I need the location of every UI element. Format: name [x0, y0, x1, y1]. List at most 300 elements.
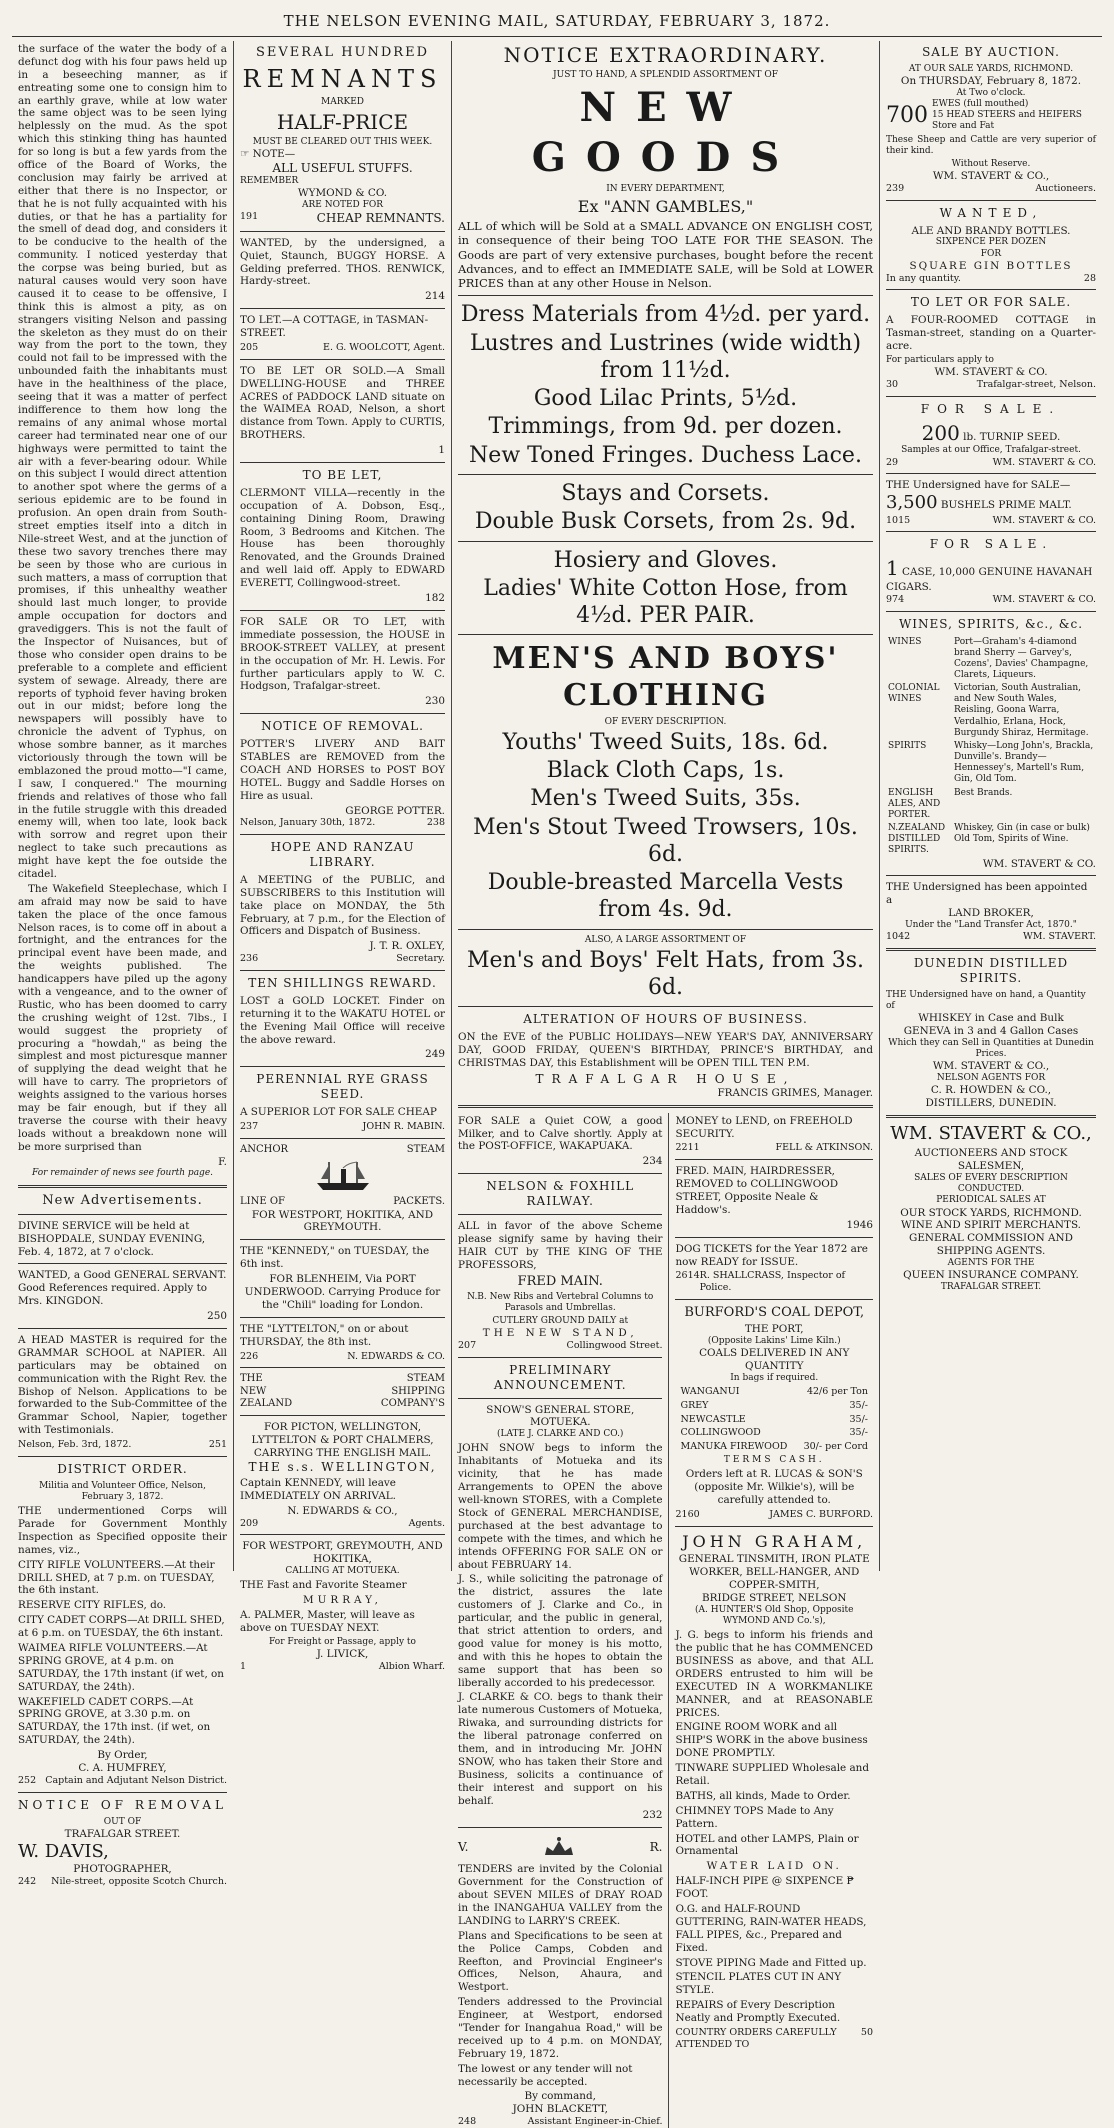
ad-number: 209	[240, 1517, 259, 1529]
kennedy-capt: Captain KENNEDY, will leave IMMEDIATELY ON ARRIVAL.	[240, 1477, 396, 1502]
table-row	[677, 1441, 871, 1453]
wanted-servant-ad: WANTED, a Good GENERAL SERVANT. Good References required. Apply to Mrs. KINGDON.	[18, 1269, 227, 1308]
anchor-word2: STEAM	[406, 1143, 445, 1155]
ad-number: 248	[458, 2116, 477, 2128]
coal-price: 30/- per Cord	[803, 1441, 868, 1453]
item-hosiery: Hosiery and Gloves.	[553, 547, 778, 573]
ad-number: 2614	[675, 1270, 700, 1282]
for-word: FOR	[980, 248, 1002, 259]
district-body: THE undermentioned Corps will Parade for Government Monthly Inspection as Specified opposite their names, viz.,	[18, 1505, 227, 1556]
ad-number: 30	[886, 379, 899, 390]
broker: LAND BROKER,	[948, 907, 1034, 920]
article-text: the surface of the water the body of a defunct dog with his four paws held up in a beseeching manner, as if entreating some one to consign him to an earthly grave, while at low water the same object was to be seen lying helplessly on the mud. As the spot which this stinking thing has haunted for so long is but a few yards from the office of the Board of Works, the conclusion may fairly be arrived at either that there is no Inspector, or that he is not fully acquainted with his duties, or that he has a partiality for the smell of dead dog, and considers it to be conducive to the health of the community. I noticed yesterday that the corpse was being buried, but as natural causes would very soon have caused it to cease to be offensive, I think this is almost a pity, as on strangers visiting Nelson and passing the skeleton as they must do on their way from the port to the town, they could not fail to be impressed with the unbounded faith the inhabitants must have in the healthiness of the place, seeing that it was a matter of perfect indifference to them how long the remains of any animal whose mortal career had terminated near one of our highways were permitted to taint the air with a fever-bearing odour. While on this subject I would direct attention to another spot where the germs of a serious epidemic are to be found in profusion. An open drain from South-street empties itself into a ditch in Nile-street West, and at the junction of these two savory trenches there may be seen by those who are curious in such matters, a mass of corruption that promises, if this unhealthy weather should last much longer, to provide ample occupation for doctors and gravediggers. This is not the fault of the Inspector of Nuisances, but of those who consider open drains to be preferable to a complete and efficient system of sewage. Already, there are reports of typhoid fever having broken out in our midst; before long the newspapers will possibly have to chronicle the advent of Typhus, on whose sombre banner, as it marches victoriously through the town will be emblazoned the proud motto—"I came, I saw, I conquered." The mourning friends and relatives of those who fall in the futile struggle with this dreaded enemy will, when too late, look back with sorrow and regret upon their neglect to take such precautions as might have kept the foe outside the citadel.	[18, 43, 227, 880]
lyttelton-ad: THE "LYTTELTON," on or about THURSDAY, the 8th inst.	[240, 1322, 409, 1348]
district-item: WAIMEA RIFLE VOLUNTEERS.—At SPRING GROVE, at 4 p.m. on SATURDAY, the 17th instant (if wet, on SATURDAY, the 24th).	[18, 1641, 224, 1693]
snow-title: SNOW'S GENERAL STORE, MOTUEKA.	[486, 1403, 635, 1429]
snow-body: JOHN SNOW begs to inform the Inhabitants of Motueka and its vicinity, that he has made Arrangements to OPEN the above well-known STORES, with a Complete Stock of GENERAL MERCHANDISE, purchased at the best advantage to compete with the times, and which he intends OFFERING FOR SALE ON or about FEBRUARY 14.	[458, 1442, 663, 1571]
vr-v: V.	[458, 1839, 469, 1854]
ad-number: 214	[425, 290, 445, 303]
tolet-sig: WM. STAVERT & CO.	[934, 366, 1048, 379]
district-by: By Order,	[97, 1749, 148, 1762]
ad-number: 182	[425, 592, 445, 605]
coal-price-table	[675, 1384, 873, 1455]
dunedin-head: THE Undersigned have on hand, a Quantity of	[886, 989, 1086, 1011]
dunedin-agents: NELSON AGENTS FOR	[936, 1073, 1046, 1084]
ad-number: 237	[240, 1120, 259, 1132]
malt-head: THE Undersigned have for SALE—	[886, 479, 1071, 492]
trafalgar-street: TRAFALGAR STREET.	[940, 1282, 1042, 1293]
table-row	[677, 1427, 871, 1439]
rye-ad: A SUPERIOR LOT FOR SALE CHEAP	[240, 1106, 437, 1119]
lowest-ad: The lowest or any tender will not necessarily be accepted.	[458, 2062, 633, 2088]
malt: BUSHELS PRIME MALT.	[940, 499, 1072, 512]
money-sig: FELL & ATKINSON.	[775, 1142, 873, 1154]
ad-number: 207	[458, 1340, 477, 1352]
ad-number: 226	[240, 1350, 259, 1362]
library-sig: J. T. R. OXLEY,	[369, 940, 445, 953]
cigars: CASE, 10,000 GENUINE HAVANAH CIGARS.	[886, 566, 1093, 593]
remnants-line5: MUST BE CLEARED OUT THIS WEEK.	[252, 136, 433, 147]
alteration-title: ALTERATION OF HOURS OF BUSINESS.	[523, 1012, 808, 1027]
district-item: CITY RIFLE VOLUNTEERS.—At their DRILL SHED, at 7 p.m. on TUESDAY, the 6th instant.	[18, 1558, 215, 1597]
item-busk: Double Busk Corsets, from 2s. 9d.	[474, 509, 857, 535]
table-row	[677, 1414, 871, 1426]
particulars: For particulars apply to	[886, 354, 994, 365]
howden: C. R. HOWDEN & CO.,	[930, 1084, 1052, 1097]
district-item: CITY CADET CORPS—At DRILL SHED, at 6 p.m. on TUESDAY, the 6th instant.	[18, 1614, 225, 1640]
any-quantity: In any quantity.	[886, 272, 961, 284]
item-fringes: New Toned Fringes. Duchess Lace.	[469, 442, 862, 468]
ad-number: 205	[240, 342, 259, 354]
turnip-sig: WM. STAVERT & CO.	[992, 456, 1096, 468]
column-4	[880, 41, 1102, 1571]
nz-word6: COMPANY'S	[380, 1398, 445, 1410]
every-description: OF EVERY DESCRIPTION.	[604, 716, 727, 727]
periodical: PERIODICAL SALES AT	[936, 1195, 1046, 1206]
murray-line1: THE Fast and Favorite Steamer	[240, 1579, 407, 1592]
stencil: STENCIL PLATES CUT IN ANY STYLE.	[675, 1971, 842, 1997]
auction-on: On THURSDAY, February 8, 1872.	[900, 75, 1082, 88]
ad-number: 2211	[675, 1142, 700, 1154]
hotel-lamps: HOTEL and other LAMPS, Plain or Ornamental	[675, 1832, 859, 1858]
mens-clothing: MEN'S AND BOYS' CLOTHING	[492, 641, 839, 714]
grimes-sig: FRANCIS GRIMES, Manager.	[717, 1086, 873, 1099]
broker-act: Under the "Land Transfer Act, 1870."	[905, 920, 1077, 931]
ad-number: 251	[208, 1439, 227, 1451]
distillers: DISTILLERS, DUNEDIN.	[925, 1097, 1057, 1110]
table-row	[886, 740, 1096, 787]
auction-15: 15 HEAD STEERS and HEIFERS Store and Fat	[932, 110, 1082, 132]
stand-addr: Collingwood Street.	[566, 1340, 663, 1352]
col3-right	[669, 1113, 873, 2128]
item-dress: Dress Materials from 4½d. per yard.	[460, 302, 871, 328]
dog-sig: R. SHALLCRASS, Inspector of Police.	[699, 1270, 846, 1294]
goods-body: ALL of which will be Sold at a SMALL ADVANCE ON ENGLISH COST, in consequence of their being TOO LATE FOR THE SEASON. The Goods are part of very extensive purchases, bought before the recent Advances, and to effect an IMMEDIATE SALE, will be Sold at LOWER PRICES than at any other House in Nelson.	[458, 219, 873, 291]
anchor-word4: PACKETS.	[393, 1196, 445, 1208]
district-role: Captain and Adjutant Nelson District.	[45, 1774, 227, 1786]
wine-kind: WINES	[888, 636, 922, 647]
dunedin-body: Which they can Sell in Quantities at Dunedin Prices.	[888, 1037, 1094, 1059]
headmaster-ad: A HEAD MASTER is required for the GRAMMAR SCHOOL at NAPIER. All particulars may be obtained on communication with the Right Rev. the Bishop of Nelson. Applications to be forwarded to the Sub-Committee of the Grammar School, Napier, together with Testimonials.	[18, 1333, 227, 1437]
snow-body2: J. S., while soliciting the patronage of the district, assures the late customers of J. Clarke and Co., in particular, and the public in general, that strict attention to orders, and good value for money is his motto, and with this he hopes to obtain the same support that has been so liberally accorded to his predecessor.	[458, 1573, 663, 1689]
item-caps: Black Cloth Caps, 1s.	[546, 758, 785, 784]
district-office: Militia and Volunteer Office, Nelson, February 3, 1872.	[39, 1480, 206, 1502]
wine-merchants: WINE AND SPIRIT MERCHANTS.	[900, 1219, 1081, 1232]
sixpence: SIXPENCE PER DOZEN	[935, 237, 1047, 248]
dog-tickets-ad: DOG TICKETS for the Year 1872 are now READY for ISSUE.	[675, 1242, 868, 1268]
nb-ribs: N.B. New Ribs and Vertebral Columns to Parasols and Umbrellas.	[467, 1291, 654, 1313]
library-ad: A MEETING of the PUBLIC, and SUBSCRIBERS to this Institution will take place on MONDAY, the 5th February, at 7 p.m., for the Election of Officers and Dispatch of Business.	[240, 873, 445, 938]
ad-number: 2160	[675, 1508, 700, 1520]
steamship-icon	[313, 1159, 373, 1193]
blenheim-ad: FOR BLENHEIM, Via PORT UNDERWOOD. Carrying Produce for the "Chili" loading for London.	[244, 1273, 441, 1311]
item-hats: Men's and Boys' Felt Hats, from 3s. 6d.	[467, 947, 864, 1001]
wine-kind: N.ZEALAND DISTILLED SPIRITS.	[888, 823, 946, 856]
remnants-line3: MARKED	[320, 96, 364, 107]
remnants-line4: HALF-PRICE	[276, 110, 409, 135]
graham-trade: GENERAL TINSMITH, IRON PLATE WORKER, BELL-HANGER, AND COPPER-SMITH,	[678, 1553, 870, 1592]
snow-late: (LATE J. CLARKE AND CO.)	[497, 1429, 624, 1440]
nz-word1: THE	[240, 1373, 263, 1385]
auction-sig: WM. STAVERT & CO.,	[932, 170, 1050, 183]
davis-role: PHOTOGRAPHER,	[73, 1862, 172, 1875]
tolet-title: TO LET OR FOR SALE.	[910, 295, 1072, 310]
wine-desc: Victorian, South Australian, and New South Wales, Reisling, Goona Warra, Verdalhio, Erlana, Hock, Burgundy Shiraz, Hermitage.	[954, 683, 1089, 738]
tolet-ad: A FOUR-ROOMED COTTAGE in Tasman-street, standing on a Quarter-acre.	[886, 314, 1096, 353]
repairs: REPAIRS of Every Description Neatly and Promptly Executed.	[675, 1999, 841, 2025]
remnants-note: NOTE—	[252, 147, 296, 160]
just-to-hand: JUST TO HAND, A SPLENDID ASSORTMENT OF	[553, 69, 778, 80]
coal-name: MANUKA FIREWOOD	[680, 1441, 788, 1453]
rye-sig: JOHN R. MABIN.	[362, 1120, 445, 1132]
item-lilac: Good Lilac Prints, 5½d.	[533, 386, 798, 412]
coal-price: 35/-	[849, 1399, 868, 1411]
remnants-wymond: WYMOND & CO.	[297, 186, 388, 199]
pipe: HALF-INCH PIPE @ SIXPENCE ₱ FOOT.	[675, 1875, 854, 1901]
table-row	[886, 822, 1096, 857]
ad-number: 238	[426, 817, 445, 829]
royal-crest-icon	[537, 1833, 581, 1861]
table-row	[886, 636, 1096, 683]
wine-kind: ENGLISH ALES, AND PORTER.	[888, 787, 941, 820]
wine-kind: SPIRITS	[888, 740, 927, 751]
district-order-title: DISTRICT ORDER.	[57, 1461, 188, 1476]
chimney: CHIMNEY TOPS Made to Any Pattern.	[675, 1804, 834, 1830]
wines-table	[886, 636, 1096, 858]
graham-addr: BRIDGE STREET, NELSON	[702, 1592, 847, 1605]
livick-sig: J. LIVICK,	[316, 1648, 369, 1661]
anchor-word1: ANCHOR	[240, 1143, 289, 1155]
tobelet-title: TO BE LET,	[302, 468, 383, 483]
ad-number: 191	[240, 210, 259, 222]
column-1	[12, 41, 234, 1887]
blackett: JOHN BLACKETT,	[512, 2103, 608, 2116]
railway-title: NELSON & FOXHILL RAILWAY.	[486, 1179, 635, 1209]
dunedin-title: DUNEDIN DISTILLED SPIRITS.	[913, 955, 1069, 985]
coal-port: THE PORT,	[744, 1323, 804, 1336]
murray-line2: MURRAY,	[303, 1594, 382, 1607]
ad-number: 230	[425, 695, 445, 708]
potter-ad: POTTER'S LIVERY AND BAIT STABLES are REMOVED from the COACH AND HORSES to POST BOY HOTEL. Buggy and Saddle Horses on Hire as usual.	[240, 738, 445, 802]
davis-address: Nile-street, opposite Scotch Church.	[51, 1875, 227, 1887]
tolet-addr: Trafalgar-street, Nelson.	[976, 379, 1096, 390]
potter-sig: GEORGE POTTER.	[345, 804, 445, 817]
graham-opp: (A. HUNTER'S Old Shop, Opposite WYMOND AND Co.'s),	[695, 1604, 854, 1627]
ad-number: 252	[18, 1774, 37, 1786]
potter-date: Nelson, January 30th, 1872.	[240, 817, 376, 829]
table-row	[677, 1386, 871, 1398]
palmer-ad: A. PALMER, Master, will leave as above on TUESDAY NEXT.	[240, 1609, 415, 1635]
baths: BATHS, all kinds, Made to Order.	[675, 1789, 851, 1802]
col3-left	[458, 1113, 669, 2128]
fred-main: FRED MAIN.	[517, 1273, 603, 1289]
geneva: GENEVA in 3 and 4 Gallon Cases	[903, 1024, 1079, 1037]
remnants-remember: REMEMBER	[240, 175, 299, 186]
coal-name: GREY	[680, 1399, 709, 1411]
new-stand: THE NEW STAND,	[482, 1327, 638, 1340]
wine-desc: Whisky—Long John's, Brackla, Dunville's. Brandy—Hennessey's, Martell's Rum, Gin, Old Tom.	[954, 740, 1094, 785]
ad-number: 50	[860, 2027, 873, 2039]
auction-body: These Sheep and Cattle are very superior of their kind.	[886, 134, 1096, 156]
orders-ad: Orders left at R. LUCAS & SON'S (opposite Mr. Wilkie's), will be carefully attended to.	[685, 1468, 863, 1506]
sales-conducted: SALES OF EVERY DESCRIPTION CONDUCTED.	[914, 1173, 1068, 1195]
reward-title: TEN SHILLINGS REWARD.	[248, 976, 437, 991]
tinware: TINWARE SUPPLIED Wholesale and Retail.	[675, 1762, 870, 1788]
coal-price: 35/-	[849, 1413, 868, 1425]
general-commission: GENERAL COMMISSION AND SHIPPING AGENTS.	[909, 1232, 1073, 1258]
removal-out: OUT OF	[103, 1816, 142, 1827]
fred-main-ad: FRED. MAIN, HAIRDRESSER, REMOVED to COLLINGWOOD STREET, Opposite Neale & Haddow's.	[675, 1165, 839, 1216]
ad-number: 29	[886, 456, 899, 468]
item-youths: Youths' Tweed Suits, 18s. 6d.	[502, 729, 829, 755]
water-laid: WATER LAID ON.	[706, 1860, 842, 1873]
motueka-call: CALLING AT MOTUEKA.	[285, 1566, 400, 1577]
money-ad: MONEY to LEND, on FREEHOLD SECURITY.	[675, 1114, 853, 1140]
ad-number: 250	[207, 1310, 227, 1323]
coal-name: WANGANUI	[680, 1386, 740, 1398]
coal-bags: In bags if required.	[730, 1372, 819, 1383]
cigars-sig: WM. STAVERT & CO.	[992, 593, 1096, 605]
coal-name: NEWCASTLE	[680, 1413, 746, 1425]
item-stays: Stays and Corsets.	[561, 480, 770, 506]
malt-sig: WM. STAVERT & CO.	[992, 514, 1096, 526]
remainder-note: For remainder of news see fourth page.	[31, 1168, 214, 1179]
remnants-noted: ARE NOTED FOR	[301, 199, 383, 210]
terms-cash: TERMS CASH.	[723, 1454, 825, 1465]
ad-number: 1946	[846, 1218, 873, 1231]
prelim-title: PRELIMINARY ANNOUNCEMENT.	[493, 1362, 627, 1392]
ale-bottles: ALE AND BRANDY BOTTLES.	[911, 224, 1071, 237]
library-title: HOPE AND RANZAU LIBRARY.	[270, 840, 415, 870]
ad-number: 236	[240, 953, 259, 965]
rye-title: PERENNIAL RYE GRASS SEED.	[256, 1072, 429, 1102]
table-row	[677, 1400, 871, 1412]
article-signature: F.	[218, 1155, 227, 1168]
library-role: Secretary.	[396, 953, 445, 965]
blackett-role: Assistant Engineer-in-Chief.	[527, 2116, 663, 2128]
new-goods: NEW GOODS	[531, 83, 800, 181]
table-row	[886, 682, 1096, 740]
forsale-title: FOR SALE.	[920, 401, 1062, 416]
broker-head: THE Undersigned has been appointed a	[886, 881, 1088, 907]
removal-street: TRAFALGAR STREET.	[64, 1827, 181, 1840]
nz-word5: ZEALAND	[240, 1398, 293, 1410]
nz-word3: NEW	[240, 1385, 267, 1397]
wellington-ad: THE s.s. WELLINGTON,	[248, 1460, 437, 1475]
pointing-hand-icon: ☞	[240, 147, 250, 160]
graham-title: JOHN GRAHAM,	[682, 1531, 867, 1551]
anchor-word3: LINE OF	[240, 1196, 285, 1208]
anchor-route: FOR WESTPORT, HOKITIKA, AND GREYMOUTH.	[251, 1208, 434, 1234]
coal-delivered: COALS DELIVERED IN ANY QUANTITY	[699, 1347, 850, 1373]
coal-price: 35/-	[849, 1427, 868, 1439]
tenders-ad: TENDERS are invited by the Colonial Government for the Construction of about SEVEN MILES of DRAY ROAD in the INANGAHUA VALLEY from the LANDING to LARRY'S CREEK.	[458, 1863, 663, 1927]
davis-name: W. DAVIS,	[18, 1840, 109, 1862]
auction-title: SALE BY AUCTION.	[922, 45, 1060, 59]
auction-at: AT OUR SALE YARDS, RICHMOND.	[908, 63, 1074, 74]
turnip: lb. TURNIP SEED.	[963, 430, 1061, 443]
column-3	[452, 41, 880, 2128]
favor-ad: ALL in favor of the above Scheme please signify same by having their HAIR CUT by THE KING OF THE PROFESSORS,	[458, 1220, 663, 1271]
ad-number: 234	[642, 1155, 663, 1168]
dunedin-sig: WM. STAVERT & CO.,	[932, 1060, 1050, 1073]
remnants-useful: ALL USEFUL STUFFS.	[272, 160, 413, 175]
edwards2-sig: N. EDWARDS & CO.,	[287, 1504, 398, 1517]
every-department: IN EVERY DEPARTMENT,	[606, 184, 725, 195]
coal-opp: (Opposite Lakins' Lime Kiln.)	[707, 1336, 841, 1346]
auction-ewes: EWES (full mouthed)	[932, 99, 1029, 110]
edwards-sig: N. EDWARDS & CO.	[347, 1350, 445, 1362]
wines-title: WINES, SPIRITS, &c., &c.	[898, 616, 1084, 631]
removal-title: NOTICE OF REMOVAL.	[261, 719, 424, 734]
trafalgar-house: TRAFALGAR HOUSE,	[535, 1071, 796, 1086]
also-assortment: ALSO, A LARGE ASSORTMENT OF	[584, 934, 747, 945]
ad-number: 242	[18, 1875, 37, 1887]
table-row	[886, 787, 1096, 822]
westport-ad: FOR WESTPORT, GREYMOUTH, AND HOKITIKA,	[242, 1540, 443, 1566]
auction-700: 700	[886, 103, 928, 129]
forsale2-title: FOR SALE.	[929, 537, 1053, 552]
removal-title: NOTICE OF REMOVAL	[18, 1797, 228, 1812]
guttering: O.G. and HALF-ROUND GUTTERING, RAIN-WATER HEADS, FALL PIPES, &c., Prepared and Fixed.	[675, 1903, 867, 1954]
item-trowsers: Men's Stout Tweed Trowsers, 10s. 6d.	[473, 814, 858, 867]
house-sale-ad: FOR SALE OR TO LET, with immediate possession, the HOUSE in BROOK-STREET VALLEY, at present in the occupation of Mr. H. Lewis. For further particulars apply to W. C. Hodgson, Trafalgar-street.	[240, 615, 445, 693]
item-vests: Double-breasted Marcella Vests from 4s. 9d.	[487, 870, 844, 923]
clarke-ad: J. CLARKE & CO. begs to thank their late numerous Customers of Motueka, Riwaka, and surrounding districts for the liberal patronage conferred on them, and in introducing Mr. JOHN SNOW, who has taken their Store and Business, solicits a continuance of their interest and support on his behalf.	[458, 1691, 663, 1807]
whiskey: WHISKEY in Case and Bulk	[918, 1012, 1064, 1025]
plans-ad: Plans and Specifications to be seen at the Police Camps, Cobden and Reefton, and Provincial Engineer's Offices, Nelson, Ahaura, and Westport.	[458, 1929, 663, 1994]
square-gin: SQUARE GIN BOTTLES	[909, 259, 1073, 272]
item-lustres: Lustres and Lustrines (wide width) from 11½d.	[469, 330, 862, 383]
column-2	[234, 41, 452, 1673]
engine-work: ENGINE ROOM WORK and all SHIP'S WORK in the above business DONE PROMPTLY.	[675, 1721, 868, 1760]
freight-ad: For Freight or Passage, apply to	[269, 1636, 416, 1647]
country-orders: COUNTRY ORDERS CAREFULLY ATTENDED TO	[675, 2027, 837, 2050]
ad-number: 239	[886, 182, 905, 194]
stockyards: OUR STOCK YARDS, RICHMOND.	[900, 1206, 1082, 1219]
nz-word4: SHIPPING	[391, 1385, 445, 1397]
livick-address: Albion Wharf.	[378, 1661, 445, 1673]
item-tweed: Men's Tweed Suits, 35s.	[530, 786, 801, 812]
cottage-sig: E. G. WOOLCOTT, Agent.	[323, 342, 445, 354]
district-name: C. A. HUMFREY,	[78, 1761, 167, 1774]
coal-title: BURFORD'S COAL DEPOT,	[684, 1305, 865, 1320]
ad-number: 1	[438, 444, 445, 457]
addressed-ad: Tenders addressed to the Provincial Engineer, at Westport, endorsed "Tender for Inangahua Road," will be received up to 4 p.m. on MONDAY, February 19, 1872.	[458, 1996, 663, 2060]
ad-number: 1	[240, 1661, 247, 1673]
auction-time: At Two o'clock.	[956, 87, 1026, 98]
graham-body: J. G. begs to inform his friends and the public that he has COMMENCED BUSINESS as above, and that ALL ORDERS entrusted to him will be EXECUTED IN A WORKMANLIKE MANNER, and at REASONABLE PRICES.	[675, 1629, 873, 1719]
headmaster-date: Nelson, Feb. 3rd, 1872.	[18, 1439, 132, 1451]
horse-ad: WANTED, by the undersigned, a Quiet, Staunch, BUGGY HORSE. A Gelding preferred. THOS. RENWICK, Hardy-street.	[240, 236, 445, 288]
clermont-ad: CLERMONT VILLA—recently in the occupation of A. Dobson, Esq., containing Dining Room, Drawing Room, 3 Bedrooms and Kitchen. The House has been thoroughly Renovated, and the Grounds Drained and well laid off. Apply to EDWARD EVERETT, Collingwood-street.	[240, 486, 445, 590]
ex-ship: Ex "ANN GAMBLES,"	[577, 197, 754, 217]
auction-reserve: Without Reserve.	[951, 158, 1031, 169]
malt-qty: 3,500	[886, 492, 938, 514]
ad-number: 1015	[886, 514, 911, 526]
wine-desc: Best Brands.	[954, 787, 1013, 798]
remnants-line2: REMNANTS	[242, 65, 443, 94]
auctioneers: AUCTIONEERS AND STOCK SALESMEN,	[914, 1147, 1068, 1173]
divine-ad: DIVINE SERVICE will be held at BISHOPDALE, SUNDAY EVENING, Feb. 4, 1872, at 7 o'clock.	[18, 1219, 206, 1258]
wine-desc: Port—Graham's 4-diamond brand Sherry — Garvey's, Cozens', Davies' Champagne, Clarets, Liqueurs.	[954, 636, 1089, 680]
cigars-qty: 1	[886, 556, 899, 581]
picton-ad: FOR PICTON, WELLINGTON, LYTTELTON & PORT CHALMERS, CARRYING THE ENGLISH MAIL.	[251, 1421, 434, 1460]
auction-role: Auctioneers.	[1035, 182, 1096, 194]
turnip-qty: 200	[921, 420, 960, 445]
article-text-2: The Wakefield Steeplechase, which I am afraid may now be said to have taken the place of the once famous Nelson races, is to come off in about a fortnight, and the entrances for the principal event have been made, and the weights published. The handicappers have piled up the agony with a vengeance, and to the owner of Rustic, who has been doomed to carry the crushing weight of 12st. 7lbs., I would suggest the propriety of procuring a "howdah," as being the simplest and most picturesque manner of supplying the dead weight that he will have to carry. The proprietors of weights assigned to the various horses may be fair enough, but if they all traverse the course with their heavy loads without a breakdown none will be more surprised than	[18, 882, 227, 1153]
broker-sig: WM. STAVERT.	[1023, 931, 1096, 943]
coal-name: COLLINGWOOD	[680, 1427, 761, 1439]
edwards2-role: Agents.	[408, 1517, 445, 1529]
paddock-ad: TO BE LET OR SOLD.—A Small DWELLING-HOUSE and THREE ACRES of PADDOCK LAND situate on the WAIMEA ROAD, Nelson, a short distance from Town. Apply to CURTIS, BROTHERS.	[240, 364, 445, 442]
reward-ad: LOST a GOLD LOCKET. Finder on returning it to the WAKATU HOTEL or the Evening Mail Office will receive the above reward.	[240, 994, 445, 1046]
eve-notice: ON the EVE of the PUBLIC HOLIDAYS—NEW YEAR'S DAY, ANNIVERSARY DAY, GOOD FRIDAY, QUEEN'S BIRTHDAY, PRINCE'S BIRTHDAY, and CHRISTMAS DAY, this Establishment will be OPEN TILL TEN P.M.	[458, 1031, 873, 1070]
ad-number: 974	[886, 593, 905, 605]
nz-word2: STEAM	[406, 1373, 445, 1385]
wines-sig: WM. STAVERT & CO.	[982, 857, 1096, 870]
kennedy-ad: THE "KENNEDY," on TUESDAY, the 6th inst.	[240, 1245, 430, 1271]
remnants-cheap: CHEAP REMNANTS.	[316, 210, 445, 225]
item-trimmings: Trimmings, from 9d. per dozen.	[488, 414, 843, 440]
masthead: THE NELSON EVENING MAIL, SATURDAY, FEBRUARY 3, 1872.	[12, 8, 1102, 37]
ad-number: 1042	[886, 931, 911, 943]
ad-number: 249	[425, 1048, 445, 1061]
notice-title: NOTICE EXTRAORDINARY.	[503, 43, 828, 67]
command: By command,	[524, 2090, 596, 2103]
ad-number: 28	[1083, 272, 1096, 284]
agents-for: AGENTS FOR THE	[947, 1258, 1035, 1269]
district-item: WAKEFIELD CADET CORPS.—At SPRING GROVE, at 3.30 p.m. on SATURDAY, the 17th inst. (if wet, on SATURDAY, the 24th).	[18, 1695, 211, 1747]
vr-r: R.	[649, 1839, 663, 1854]
item-hose: Ladies' White Cotton Hose, from 4½d. PER PAIR.	[483, 575, 848, 629]
cow-ad: FOR SALE a Quiet COW, a good Milker, and to Calve shortly. Apply at the POST-OFFICE, WAKAPUAKA.	[458, 1114, 663, 1153]
stove: STOVE PIPING Made and Fitted up.	[675, 1956, 867, 1969]
queen-insurance: QUEEN INSURANCE COMPANY.	[903, 1269, 1079, 1282]
district-item: RESERVE CITY RIFLES, do.	[18, 1599, 167, 1612]
cutlery: CUTLERY GROUND DAILY at	[492, 1315, 629, 1326]
samples: Samples at our Office, Trafalgar-street.	[901, 445, 1081, 456]
remnants-line1: SEVERAL HUNDRED	[255, 45, 429, 60]
new-ads-heading: New Advertisements.	[42, 1192, 203, 1208]
coal-price: 42/6 per Ton	[806, 1386, 868, 1398]
ad-number: 232	[642, 1809, 663, 1822]
wine-kind: COLONIAL WINES	[888, 683, 940, 705]
wanted-title: WANTED,	[939, 205, 1043, 220]
burford-sig: JAMES C. BURFORD.	[769, 1508, 873, 1520]
wine-desc: Whiskey, Gin (in case or bulk) Old Tom, Spirits of Wine.	[954, 823, 1090, 845]
stavert-big: WM. STAVERT & CO.,	[890, 1122, 1092, 1144]
